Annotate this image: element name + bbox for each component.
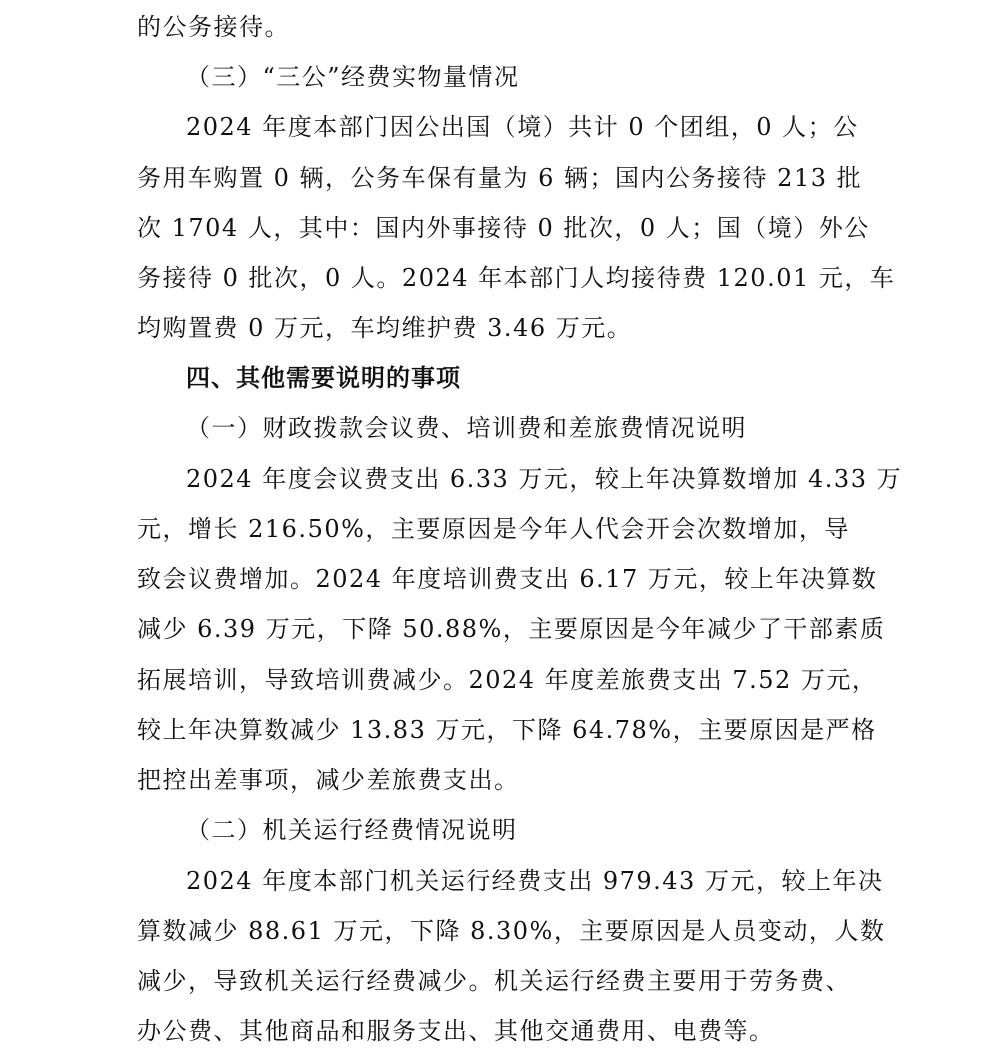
paragraph-line: 把控出差事项，减少差旅费支出。 (137, 766, 520, 794)
paragraph-line: 2024 年度本部门因公出国（境）共计 0 个团组，0 人；公 (186, 113, 859, 141)
paragraph-line: 务用车购置 0 辆，公务车保有量为 6 辆；国内公务接待 213 批 (137, 164, 863, 192)
paragraph-line: 2024 年度会议费支出 6.33 万元，较上年决算数增加 4.33 万 (186, 465, 903, 493)
subsection-heading: （三）“三公”经费实物量情况 (186, 63, 520, 91)
section-heading: 四、其他需要说明的事项 (186, 364, 461, 392)
paragraph-line: 务接待 0 批次，0 人。2024 年本部门人均接待费 120.01 元，车 (137, 264, 896, 292)
paragraph-line: 减少，导致机关运行经费减少。机关运行经费主要用于劳务费、 (137, 967, 851, 995)
paragraph-line: 算数减少 88.61 万元，下降 8.30%，主要原因是人员变动，人数 (137, 917, 886, 945)
paragraph-line: 2024 年度本部门机关运行经费支出 979.43 万元，较上年决 (186, 867, 884, 895)
paragraph-line: 次 1704 人，其中：国内外事接待 0 批次，0 人；国（境）外公 (137, 214, 870, 242)
paragraph-line: 拓展培训，导致培训费减少。2024 年度差旅费支出 7.52 万元， (137, 666, 878, 694)
paragraph-line: 减少 6.39 万元，下降 50.88%，主要原因是今年减少了干部素质 (137, 615, 886, 643)
paragraph-line: 均购置费 0 万元，车均维护费 3.46 万元。 (137, 314, 633, 342)
subsection-heading: （一）财政拨款会议费、培训费和差旅费情况说明 (186, 414, 747, 442)
paragraph-line: 的公务接待。 (137, 13, 290, 41)
subsection-heading: （二）机关运行经费情况说明 (186, 816, 518, 844)
paragraph-line: 元，增长 216.50%，主要原因是今年人代会开会次数增加，导 (137, 515, 850, 543)
paragraph-line: 较上年决算数减少 13.83 万元，下降 64.78%，主要原因是严格 (137, 716, 877, 744)
paragraph-line: 办公费、其他商品和服务支出、其他交通费用、电费等。 (137, 1017, 775, 1045)
paragraph-line: 致会议费增加。2024 年度培训费支出 6.17 万元，较上年决算数 (137, 565, 878, 593)
